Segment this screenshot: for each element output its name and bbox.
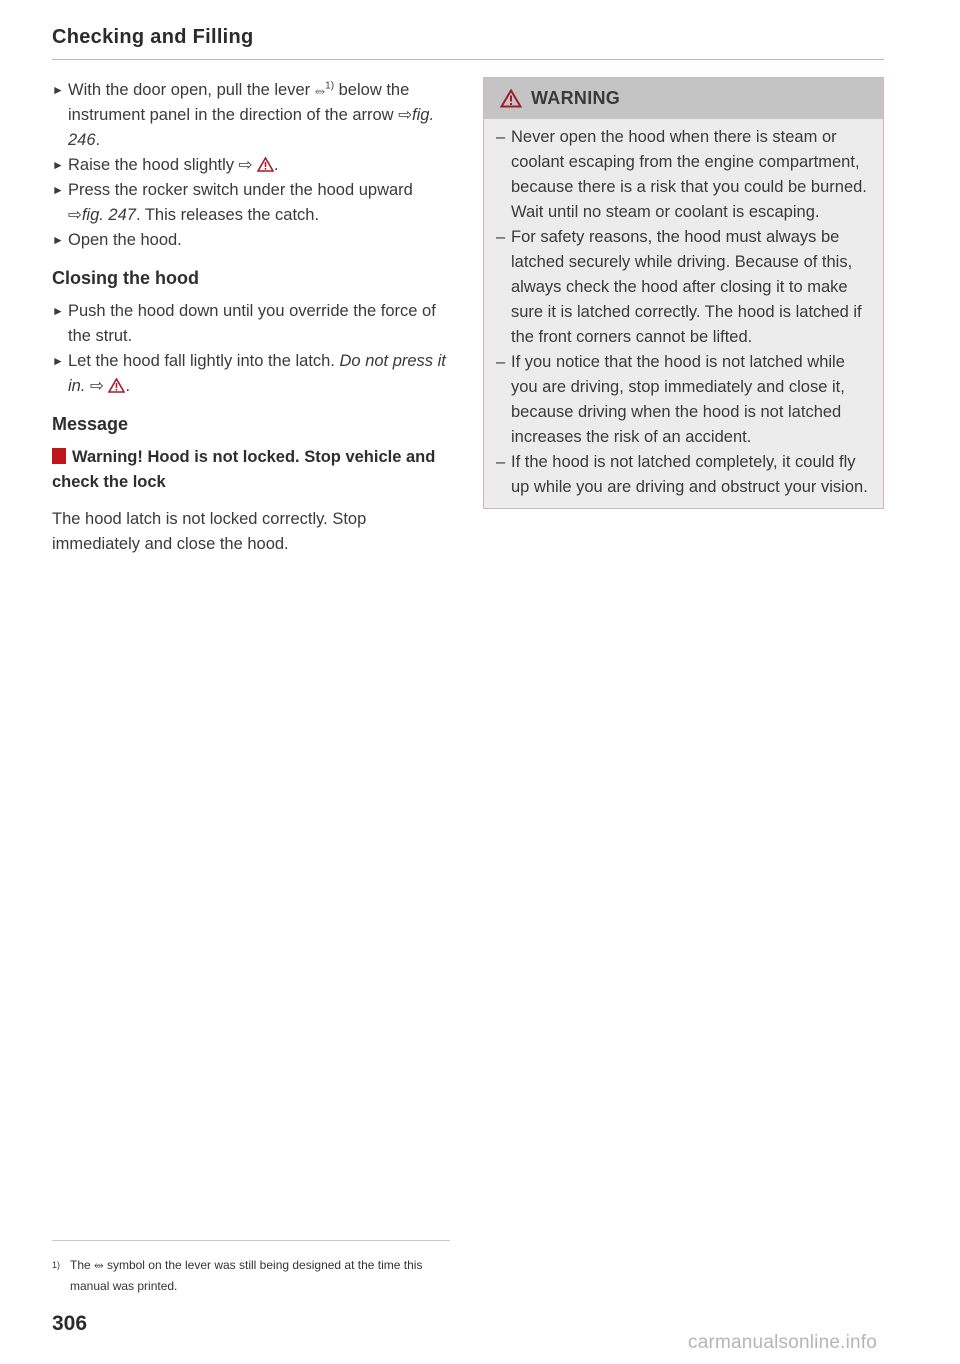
watermark: carmanualsonline.info xyxy=(688,1332,878,1353)
bullet-icon: ► xyxy=(52,304,64,318)
step-press-switch: ► Press the rocker switch under the hood upward ⇨fig. 247. This releases the catch. xyxy=(52,178,447,228)
warning-triangle-icon xyxy=(500,89,522,108)
footnote-number: 1) xyxy=(52,1260,61,1270)
arrow-icon: ⇨ xyxy=(68,206,82,224)
step-let-hood-fall: ► Let the hood fall lightly into the latch. Do not press it in. ⇨ . xyxy=(52,349,447,399)
bullet-icon: ► xyxy=(52,233,64,247)
step-push-hood: ► Push the hood down until you override the force of the strut. xyxy=(52,299,447,349)
step-open-hood: ► Open the hood. xyxy=(52,228,447,253)
footnote-ref[interactable]: 1) xyxy=(325,80,335,92)
warning-item: – If you notice that the hood is not latched while you are driving, stop immediately and close it, because driving when the hood is not latched increases the risk of an accident. xyxy=(496,353,845,446)
page-header xyxy=(52,26,884,60)
warning-item: – If the hood is not latched completely, it could fly up while you are driving and obstruct your vision. xyxy=(496,453,868,496)
hood-warning-indicator-icon xyxy=(52,448,66,464)
hood-symbol-icon: ⥈ xyxy=(314,83,326,98)
message-title: Warning! Hood is not locked. Stop vehicle and check the lock xyxy=(52,448,436,491)
warning-header xyxy=(484,78,883,119)
page-number: 306 xyxy=(52,1312,88,1335)
arrow-icon: ⇨ xyxy=(90,377,104,395)
message-text: The hood latch is not locked correctly. Stop immediately and close the hood. xyxy=(52,510,367,553)
step-raise-hood: ► Raise the hood slightly ⇨ . xyxy=(52,153,447,178)
footnote: 1) The ⥈ symbol on the lever was still being designed at the time this manual was printed. xyxy=(52,1255,450,1297)
bullet-icon: ► xyxy=(52,183,64,197)
bullet-icon: ► xyxy=(52,354,64,368)
closing-heading: Closing the hood xyxy=(52,268,199,288)
warning-triangle-icon[interactable] xyxy=(108,378,125,393)
warning-item: – For safety reasons, the hood must always be latched securely while driving. Because of this, always check the hood after closing it to make sure it is latched correctly. The hood is latched if the front corners cannot be lifted. xyxy=(496,228,862,346)
warning-body xyxy=(484,119,883,508)
bullet-icon: ► xyxy=(52,158,64,172)
warning-title: WARNING xyxy=(531,88,621,108)
arrow-icon: ⇨ xyxy=(238,156,253,174)
step-pull-lever: ► With the door open, pull the lever ⥈$^{1)}$ below the instrument panel in the direction of the arrow ⇨fig. 246. xyxy=(52,78,447,153)
message-heading: Message xyxy=(52,414,129,434)
bullet-icon: ► xyxy=(52,83,64,97)
footnote-divider xyxy=(52,1240,450,1241)
warning-triangle-icon[interactable] xyxy=(257,157,274,172)
fig-link[interactable]: fig. 247 xyxy=(81,206,136,224)
hood-symbol-icon: ⥈ xyxy=(94,1258,104,1272)
warning-box xyxy=(483,77,884,509)
header-divider xyxy=(52,59,884,60)
left-column xyxy=(52,78,447,557)
warning-item: – Never open the hood when there is steam or coolant escaping from the engine compartment, because there is a risk that you could be burned. Wait until no steam or coolant is escaping. xyxy=(496,128,867,221)
fig-link[interactable]: fig. 246 xyxy=(68,106,435,149)
arrow-icon: ⇨ xyxy=(398,106,413,124)
section-title: Checking and Filling xyxy=(52,26,254,48)
warning-box-container xyxy=(483,77,884,509)
